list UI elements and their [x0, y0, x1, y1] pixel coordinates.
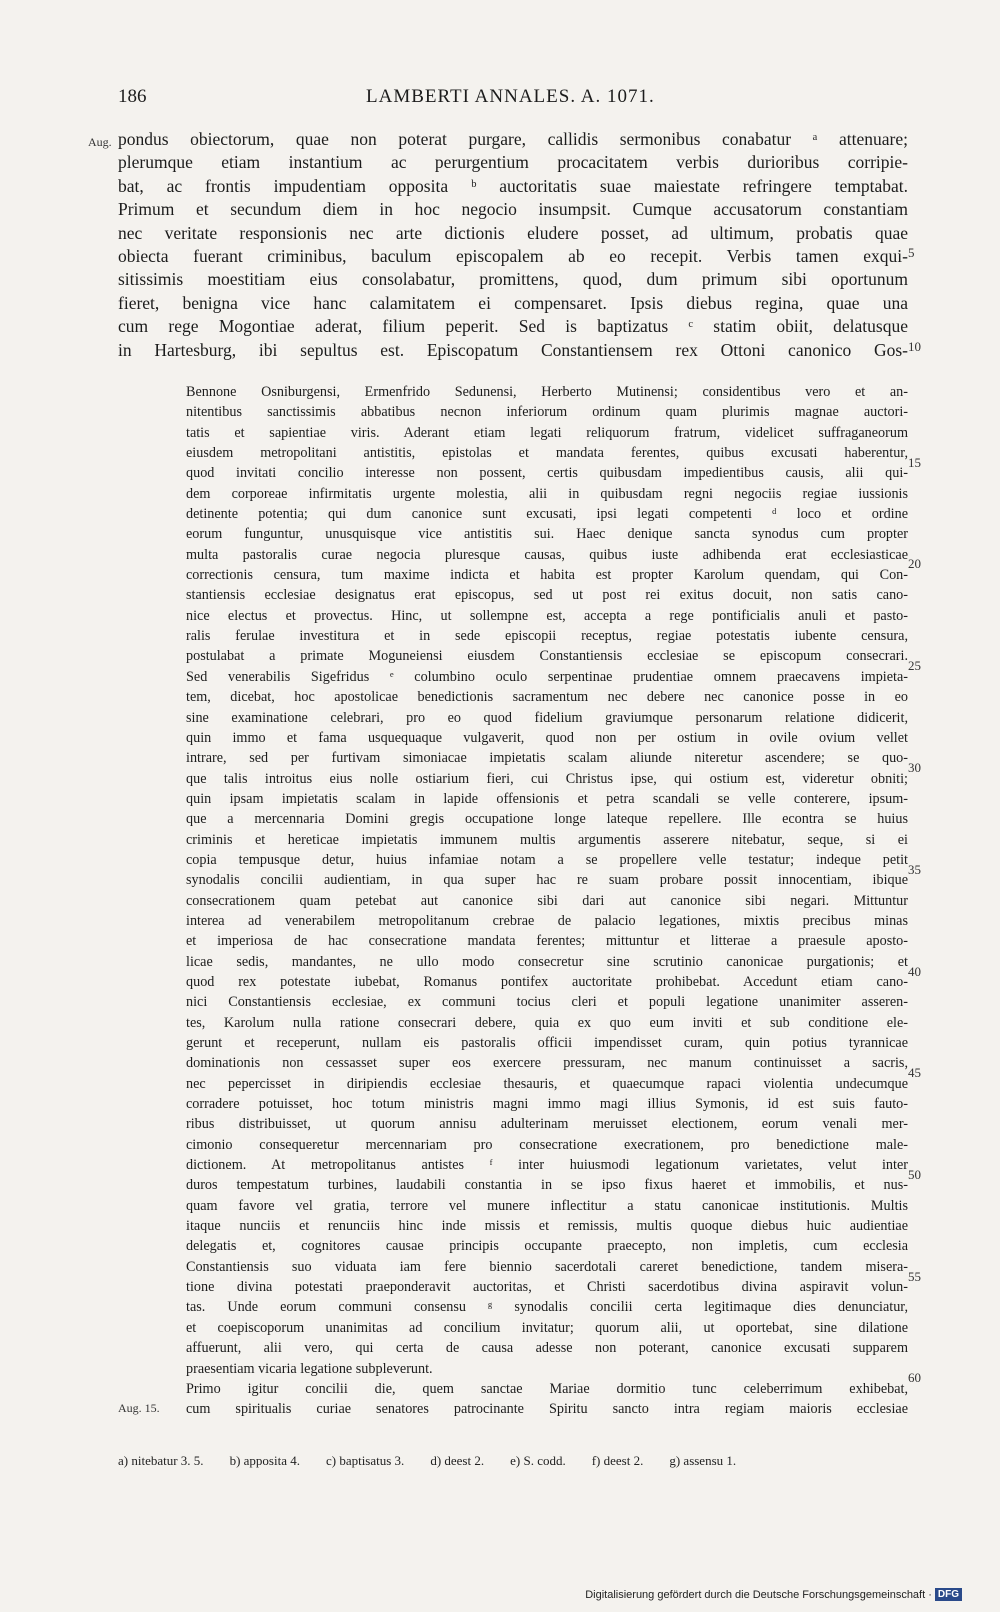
text-line: tes, Karolum nulla ratione consecrari debere, quia ex quo eum inviti et sub conditione ele- — [186, 1014, 908, 1031]
line-number: 55 — [908, 1269, 921, 1284]
line-number: 60 — [908, 1370, 921, 1385]
footnote: e) S. codd. — [510, 1453, 566, 1468]
margin-date-aug-15: Aug. 15. — [118, 1401, 160, 1415]
text-line: que a mercennaria Domini gregis occupatione longe lateque repellere. Ille econtra se huius — [186, 811, 908, 828]
line-number: 25 — [908, 658, 921, 673]
digitization-credit — [585, 1588, 962, 1601]
text-line: cimonio consequeretur mercennariam pro consecratione execrationem, pro benedictione male- — [186, 1136, 908, 1153]
footnote: f) deest 2. — [591, 1453, 644, 1468]
text-line: itaque nunciis et renunciis hinc inde missis et remissis, multis quoque diebus huic audientiae — [186, 1218, 908, 1235]
text-line: copia tempusque detur, huius infamiae notam a se propellere velle testatur; indeque petit — [186, 851, 908, 868]
line-number: 20 — [908, 556, 921, 571]
line-number: 45 — [908, 1065, 921, 1080]
text-line: eorum funguntur, unusquisque vice antistitis sui. Haec denique sancta synodus cum propter — [186, 526, 908, 543]
text-line: quod rex potestate iubebat, Romanus pontifex auctoritate prohibebat. Accedunt etiam cano- — [186, 973, 908, 990]
footnote: g) assensu 1. — [669, 1453, 737, 1468]
text-line: tas. Unde eorum communi consensu ᵍ synodalis concilii certa legitimaque dies denunciatur, — [186, 1299, 908, 1316]
text-line: gerunt et receperunt, nullam eis pastoralis officii impendisset curam, quin potius tyrannicae — [186, 1035, 908, 1051]
credit-text: Digitalisierung gefördert durch die Deutsche Forschungsgemeinschaft · — [585, 1588, 932, 1601]
text-line: eiusdem metropolitani antistitis, epistolas et mandata ferentes, quibus excusati haberentur, — [186, 445, 908, 462]
text-line: bat, ac frontis impudentiam opposita ᵇ auctoritatis suae maiestate refringere temptabat. — [118, 175, 908, 196]
text-line: pondus obiectorum, quae non poterat purgare, callidis sermonibus conabatur ᵃ attenuare; — [118, 129, 908, 149]
text-line: stantiensis ecclesiae designatus erat episcopus, sed ut post rei exitus docuit, non satis cano- — [186, 587, 908, 604]
text-line: quin immo et fama usquequaque vulgaverit, quod non per ostium in ovile ovium vellet — [186, 729, 908, 746]
text-line: quin ipsam impietatis scalam in lapide offensionis et petra scandali se velle conterere, ipsum- — [186, 790, 908, 807]
text-line: quam favore vel gratia, terrore vel munere inflectitur a statu canonicae institutionis. Multis — [186, 1197, 908, 1214]
footnote: a) nitebatur 3. 5. — [118, 1453, 204, 1468]
text-line: Bennone Osniburgensi, Ermenfrido Sedunensi, Herberto Mutinensi; considentibus vero et an- — [186, 384, 908, 400]
main-text-block — [118, 128, 908, 362]
text-line: tem, dicebat, hoc apostolicae benedictionis sacramentum nec debere nec canonice posse in eo — [186, 689, 908, 706]
text-line: plerumque etiam instantium ac perurgentium procacitatem verbis durioribus corripie- — [118, 152, 908, 173]
text-line: et coepiscoporum unanimitas ad concilium invitatur; quorum alii, ut oportebat, sine dilatione — [186, 1319, 908, 1336]
footnotes — [118, 1453, 908, 1469]
dfg-logo: DFG — [935, 1588, 962, 1601]
footnote: c) baptisatus 3. — [325, 1453, 405, 1468]
text-line: delegatis et, cognitores causae principis occupante praecepto, non impletis, cum ecclesia — [186, 1238, 908, 1255]
text-line: nice electus et provectus. Hinc, ut sollempne est, accepta a rege pontificialis anuli et pasto- — [186, 607, 908, 624]
text-line: Primum et secundum diem in hoc negocio insumpsit. Cumque accusatorum constantiam — [118, 199, 908, 220]
margin-date-aug: Aug. — [88, 135, 112, 149]
line-number: 10 — [908, 339, 921, 354]
text-line: dictionem. At metropolitanus antistes ᶠ inter huiusmodi legationum varietates, velut inter — [186, 1157, 908, 1174]
page-number: 186 — [118, 86, 147, 107]
text-line: praesentiam vicaria legatione subpleverunt. — [186, 1360, 433, 1377]
running-title: LAMBERTI ANNALES. A. 1071. — [366, 86, 655, 107]
text-line: tatis et sapientiae viris. Aderant etiam legati reliquorum fratrum, videlicet suffraganeorum — [186, 424, 908, 441]
line-number: 40 — [908, 964, 921, 979]
line-number: 35 — [908, 862, 921, 877]
running-header — [118, 86, 936, 116]
text-line: quod invitati concilio interesse non possent, certis quibusdam impedientibus causis, alii qui- — [186, 465, 908, 482]
text-line: affuerunt, alii vero, qui certa de causa adesse non poterant, canonice excusati supparem — [186, 1340, 908, 1357]
text-line: et imperiosa de hac consecratione mandata ferentes; mittuntur et litterae a praesule aposto- — [186, 933, 908, 950]
text-line: ralis ferulae investitura et in sede episcopii receptus, regiae potestatis iubente censura, — [186, 628, 908, 645]
text-line: sitissimis moestitiam eius consolabatur, promittens, quod, dum primum sibi oportunum — [118, 269, 908, 290]
text-line: nici Constantiensis ecclesiae, ex communi tocius cleri et populi legatione unanimiter asseren- — [186, 994, 908, 1011]
line-number: 5 — [908, 245, 915, 260]
text-line: nec pepercisset in diripiendis ecclesiae thesauris, et quaecumque rapaci violentia undecumque — [186, 1075, 908, 1092]
text-line: Primo igitur concilii die, quem sanctae Mariae dormitio tunc celeberrimum exhibebat, — [186, 1380, 908, 1397]
text-line: multa pastoralis curae negocia pluresque causas, quibus iuste adhibenda erat ecclesiasticae — [186, 546, 908, 563]
text-line: obiecta fuerant criminibus, baculum episcopalem ab eo recepit. Verbis tamen exqui- — [118, 245, 908, 266]
text-line: in Hartesburg, ibi sepultus est. Episcopatum Constantiensem rex Ottoni canonico Gos- — [118, 339, 908, 360]
text-line: nitentibus sanctissimis abbatibus necnon inferiorum ordinum quam plurimis magnae auctori- — [186, 404, 908, 421]
line-number: 30 — [908, 760, 921, 775]
line-number: 15 — [908, 455, 921, 470]
text-line: postulabat a primate Moguneiensi eiusdem Constantiensis ecclesiae se episcopum consecrari. — [186, 648, 908, 665]
text-line: cum spiritualis curiae senatores patrocinante Spiritu sancto intra regiam maioris ecclesiae — [186, 1401, 908, 1418]
text-line: criminis et hereticae impietatis immunem multis argumentis asserere nitebatur, seque, si ei — [186, 831, 908, 848]
text-line: fieret, benigna vice hanc calamitatem ei compensaret. Ipsis diebus regina, quae una — [118, 292, 908, 313]
text-line: ribus distribuisset, ut quorum annisu adulterinam meruisset electionem, eorum venali mer- — [186, 1116, 908, 1133]
text-line: synodalis concilii audientiam, in qua super hac re suam probare possit innocentiam, ibique — [186, 872, 908, 889]
text-line: dominationis non cessasset super eos exercere pressuram, nec manum continuisset a sacris, — [186, 1055, 908, 1072]
text-line: dem corporeae infirmitatis urgente molestia, alii in quibusdam regni negociis regiae iussionis — [186, 485, 908, 502]
text-line: interea ad venerabilem metropolitanum crebrae de palacio legationes, mixtis precibus minas — [186, 912, 908, 929]
footnote: d) deest 2. — [430, 1453, 485, 1468]
text-line: cum rege Mogontiae aderat, filium peperit. Sed is baptizatus ᶜ statim obiit, delatusque — [118, 316, 908, 337]
text-line: consecrationem quam petebat aut canonice sibi dari aut canonice sibi negari. Mittuntur — [186, 892, 908, 909]
text-line: que talis introitus eius nolle ostiarium fieri, cui Christus ipse, qui ostium est, videretur obniti; — [186, 770, 908, 787]
text-line: correctionis censura, tum maxime indicta et habita est propter Karolum quendam, qui Con- — [186, 567, 908, 584]
text-line: nec veritate responsionis nec arte dictionis eludere posset, ad ultimum, probatis quae — [118, 222, 908, 243]
footnote: b) apposita 4. — [229, 1453, 300, 1468]
line-number: 50 — [908, 1167, 921, 1182]
text-line: sine examinatione celebrari, pro eo quod fidelium graviumque personarum relatione didicerit, — [186, 709, 908, 726]
text-line: licae sedis, mandantes, ne ullo modo consecretur sine scrutinio canonicae purgationis; et — [186, 953, 908, 970]
text-line: tione divina potestati praeponderavit auctoritas, et Christi sacerdotibus divina aspiravit volun- — [186, 1279, 908, 1296]
text-line: Sed venerabilis Sigefridus ᵉ columbino oculo serpentinae prudentiae omnem praecavens impieta- — [186, 668, 908, 685]
text-line: intrare, sed per furtivam simoniacae impietatis scalam aliunde niteretur ascendere; se quo- — [186, 750, 908, 767]
text-line: duros tempestatum turbines, laudabili constantia in se ipso fixus haeret et immobilis, et nus- — [186, 1177, 908, 1194]
text-line: corradere potuisset, hoc totum ministris magni immo magi illius Symonis, id est suis fauto- — [186, 1096, 908, 1113]
secondary-text-block — [186, 382, 908, 1420]
text-line: detinente potentia; qui dum canonice sunt excusati, ipsi legati competenti ᵈ loco et ordine — [186, 506, 908, 523]
text-line: Constantiensis suo viduata iam fere biennio sacerdotali careret benedictione, tandem misera- — [186, 1258, 908, 1275]
